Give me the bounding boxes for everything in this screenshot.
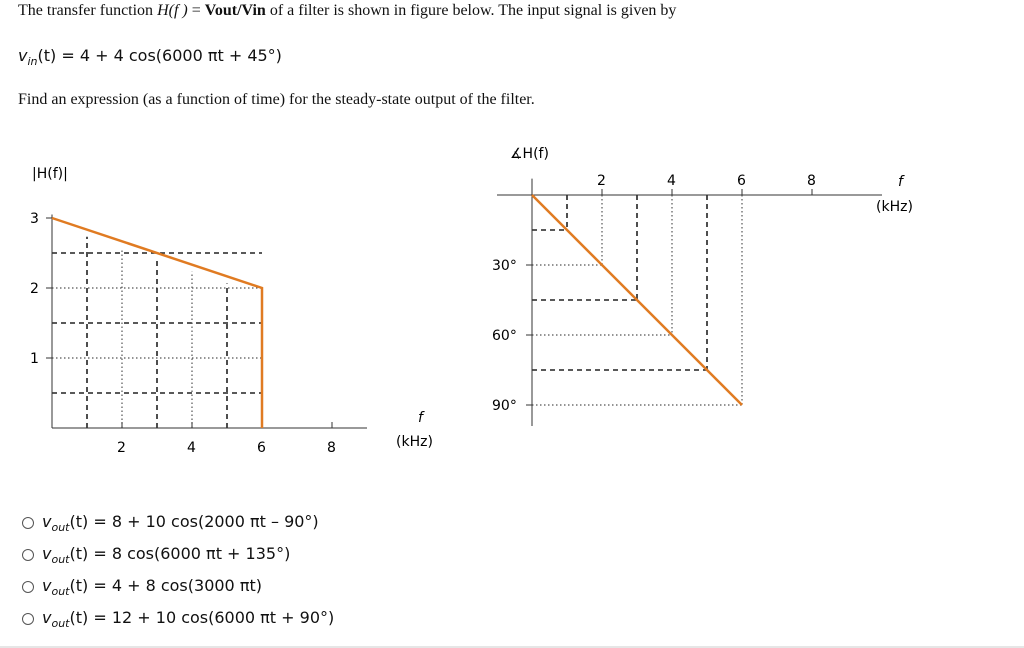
x-tick-label: 2: [117, 440, 126, 456]
radio-button[interactable]: [22, 549, 34, 561]
x-tick-label: 4: [667, 173, 676, 189]
option-1[interactable]: [22, 512, 319, 534]
radio-button[interactable]: [22, 613, 34, 625]
y-tick-label: 90°: [492, 397, 517, 414]
x-tick-label: 4: [187, 440, 196, 456]
intro-vout: Vout/Vin: [204, 2, 266, 19]
option-4[interactable]: [22, 608, 334, 630]
phase-xlabel-unit: (kHz): [876, 199, 913, 215]
magnitude-plot: [0, 140, 460, 470]
option-text: $v_{out}(t) = 4 + 8$ cos(3000 πt): [42, 576, 262, 599]
magnitude-grid: [52, 237, 262, 428]
option-text: $v_{out}(t) = 8$ cos(6000 πt + 135°): [42, 544, 291, 567]
radio-button[interactable]: [22, 517, 34, 529]
y-tick-label: 2: [30, 281, 39, 297]
x-tick-label: 8: [327, 440, 336, 456]
vin-sub: in: [27, 55, 38, 69]
x-tick-label: 6: [257, 440, 266, 456]
vin-expr: (t) = 4 + 4 cos(6000 πt + 45°): [37, 46, 282, 65]
x-tick-label: 2: [597, 173, 606, 189]
magnitude-ylabel: |H(f)|: [32, 166, 68, 182]
phase-xlabel-f: f: [898, 174, 903, 190]
phase-ylabel: ∡H(f): [510, 146, 549, 162]
vin-symbol: v: [18, 46, 28, 65]
intro-eq: =: [187, 2, 205, 19]
intro-h: H(f ): [157, 2, 188, 19]
option-3[interactable]: [22, 576, 262, 598]
y-tick-label: 3: [30, 211, 39, 227]
find-text: Find an expression (as a function of time) for the steady-state output of the filter.: [18, 91, 535, 108]
y-tick-label: 1: [30, 351, 39, 367]
phase-axes: [497, 179, 882, 426]
question-intro: [18, 2, 676, 20]
intro-prefix: The transfer function: [18, 2, 158, 19]
y-tick-label: 30°: [492, 257, 517, 274]
magnitude-ticks: [30, 211, 336, 456]
input-signal-expression: [18, 46, 282, 68]
option-text: $v_{out}(t) = 12 + 10$ cos(6000 πt + 90°): [42, 608, 335, 631]
y-tick-label: 60°: [492, 327, 517, 344]
x-tick-label: 8: [807, 173, 816, 189]
intro-suffix: of a filter is shown in figure below. The input signal is given by: [265, 2, 677, 19]
x-tick-label: 6: [737, 173, 746, 189]
magnitude-axes: [52, 215, 367, 429]
option-text: $v_{out}(t) = 8 + 10$ cos(2000 πt – 90°): [42, 512, 319, 535]
radio-button[interactable]: [22, 581, 34, 593]
option-2[interactable]: [22, 544, 290, 566]
phase-ticks: [492, 173, 816, 414]
magnitude-xlabel-f: f: [418, 410, 423, 426]
phase-plot: [460, 140, 940, 450]
magnitude-xlabel-unit: (kHz): [396, 434, 433, 450]
